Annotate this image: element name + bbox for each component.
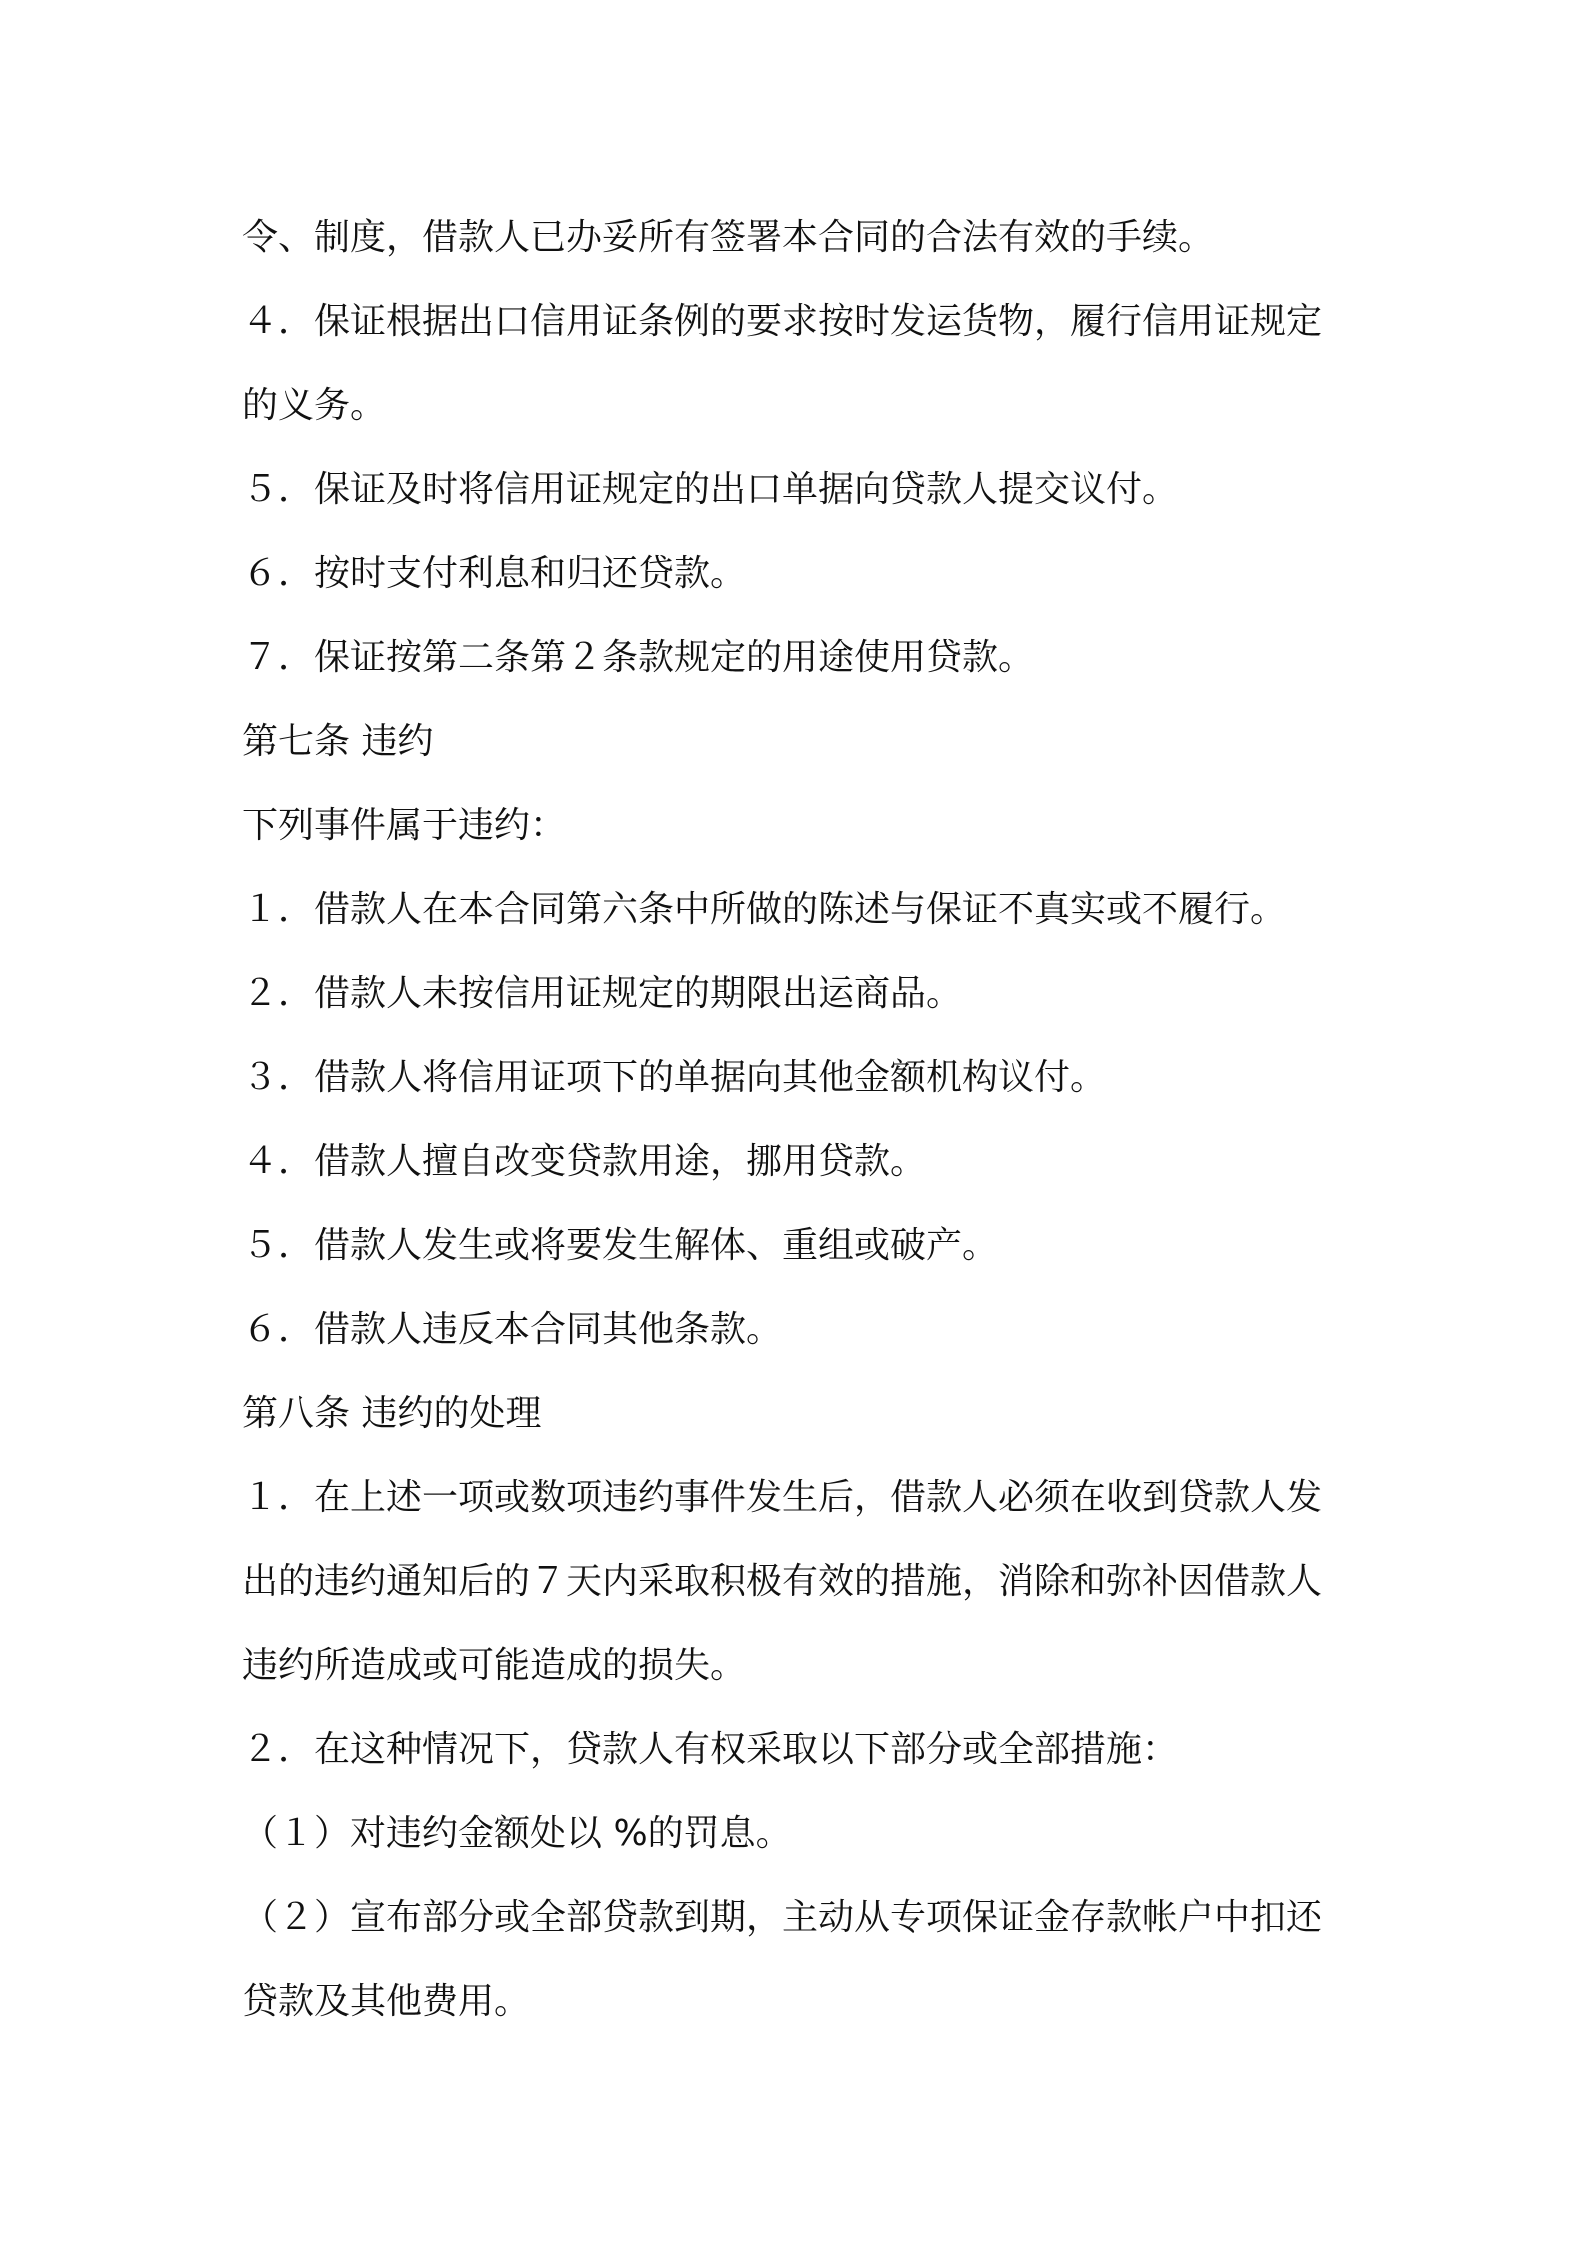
text-line: 令、制度，借款人已办妥所有签署本合同的合法有效的手续。	[242, 217, 1215, 258]
text-line: １．在上述一项或数项违约事件发生后，借款人必须在收到贷款人发	[242, 1477, 1323, 1518]
text-line: 贷款及其他费用。	[242, 1981, 531, 2022]
text-line: ２．在这种情况下，贷款人有权采取以下部分或全部措施：	[242, 1729, 1179, 1770]
text-line: ５．保证及时将信用证规定的出口单据向贷款人提交议付。	[242, 469, 1179, 510]
document-body	[242, 196, 1362, 2044]
text-line: 违约所造成或可能造成的损失。	[242, 1645, 747, 1686]
text-line: ６．借款人违反本合同其他条款。	[242, 1309, 783, 1350]
text-line: ７．保证按第二条第２条款规定的用途使用贷款。	[242, 637, 1035, 678]
text-line: 的义务。	[242, 385, 387, 426]
text-line: 下列事件属于违约：	[242, 805, 567, 846]
section-heading: 第八条 违约的处理	[242, 1393, 542, 1434]
text-line: （２）宣布部分或全部贷款到期，主动从专项保证金存款帐户中扣还	[242, 1897, 1323, 1938]
text-line: （１）对违约金额处以 %的罚息。	[242, 1813, 792, 1854]
section-heading: 第七条 违约	[242, 721, 434, 762]
text-line: 出的违约通知后的７天内采取积极有效的措施，消除和弥补因借款人	[242, 1561, 1323, 1602]
text-line: ６．按时支付利息和归还贷款。	[242, 553, 747, 594]
text-line: ２．借款人未按信用证规定的期限出运商品。	[242, 973, 963, 1014]
text-line: ４．借款人擅自改变贷款用途，挪用贷款。	[242, 1141, 927, 1182]
text-line: ５．借款人发生或将要发生解体、重组或破产。	[242, 1225, 999, 1266]
text-line: ４．保证根据出口信用证条例的要求按时发运货物，履行信用证规定	[242, 301, 1323, 342]
text-line: ３．借款人将信用证项下的单据向其他金额机构议付。	[242, 1057, 1107, 1098]
text-line: １．借款人在本合同第六条中所做的陈述与保证不真实或不履行。	[242, 889, 1287, 930]
